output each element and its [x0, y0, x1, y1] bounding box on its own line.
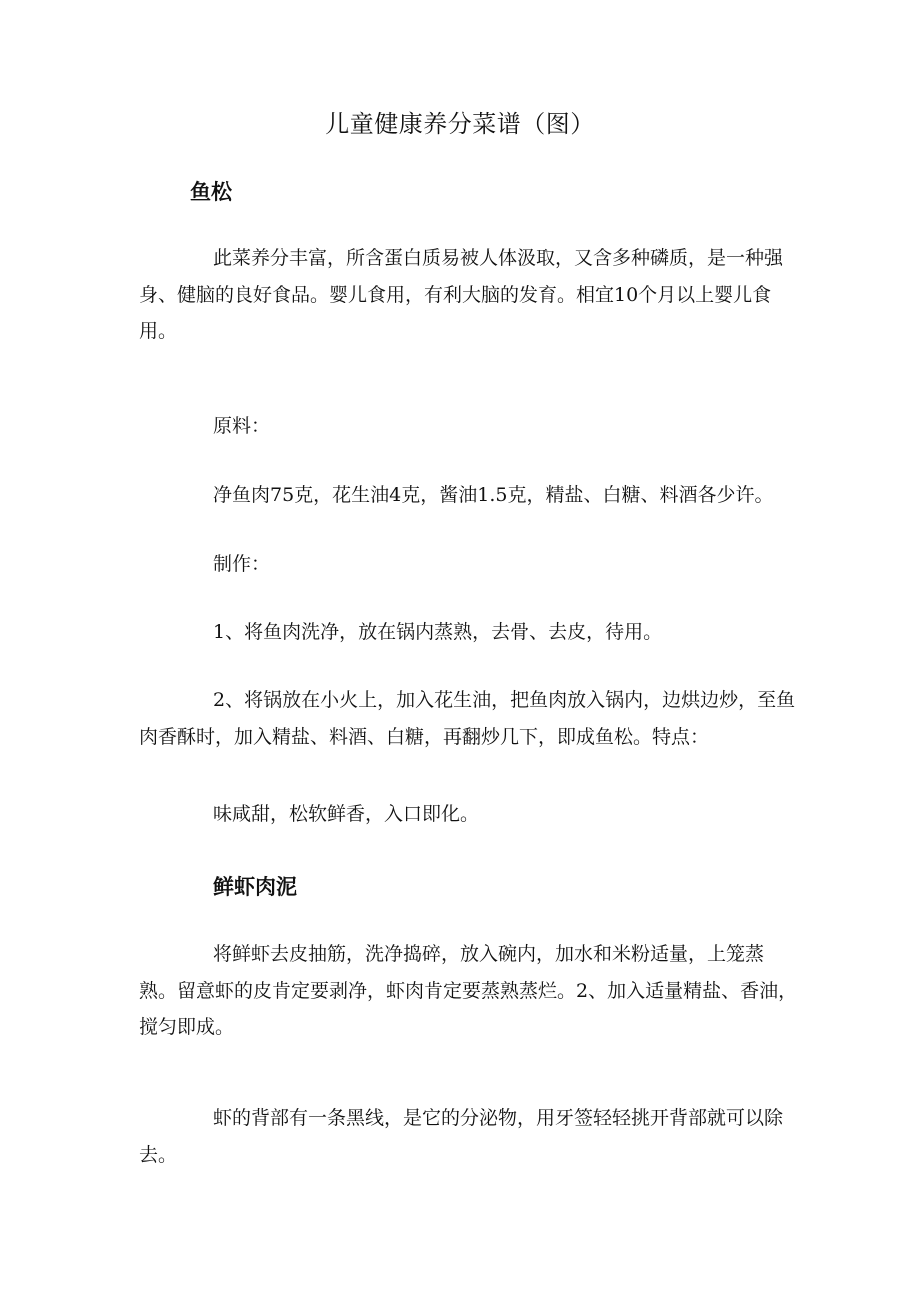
- section-heading-shrimp-puree: 鲜虾肉泥: [213, 875, 297, 899]
- shrimp-puree-paragraph-1: 将鲜虾去皮抽筋，洗净捣碎，放入碗内，加水和米粉适量，上笼蒸熟。留意虾的皮肯定要剥净，虾肉肯定要蒸熟蒸烂。2、加入适量精盐、香油，搅匀即成。: [139, 943, 798, 1038]
- feature-text: 味咸甜，松软鲜香，入口即化。: [213, 803, 480, 825]
- section-heading-fish-floss: 鱼松: [190, 180, 232, 204]
- shrimp-puree-paragraph-2: 虾的背部有一条黑线，是它的分泌物，用牙签轻轻挑开背部就可以除去。: [139, 1107, 784, 1166]
- method-label: 制作：: [213, 553, 271, 575]
- method-step-1: 1、将鱼肉洗净，放在锅内蒸熟，去骨、去皮，待用。: [213, 621, 663, 643]
- fish-floss-intro-paragraph: 此菜养分丰富，所含蛋白质易被人体汲取，又含多种磷质，是一种强身、健脑的良好食品。婴儿食用，有利大脑的发育。相宜10个月以上婴儿食用。: [139, 247, 784, 342]
- document-title: 儿童健康养分菜谱（图）: [325, 110, 595, 138]
- ingredients-text: 净鱼肉75克，花生油4克，酱油1.5克，精盐、白糖、料酒各少许。: [213, 484, 774, 506]
- method-step-2: 2、将锅放在小火上，加入花生油，把鱼肉放入锅内，边烘边炒，至鱼肉香酥时，加入精盐、料酒、白糖，再翻炒几下，即成鱼松。特点：: [139, 689, 796, 748]
- ingredients-label: 原料：: [213, 415, 271, 437]
